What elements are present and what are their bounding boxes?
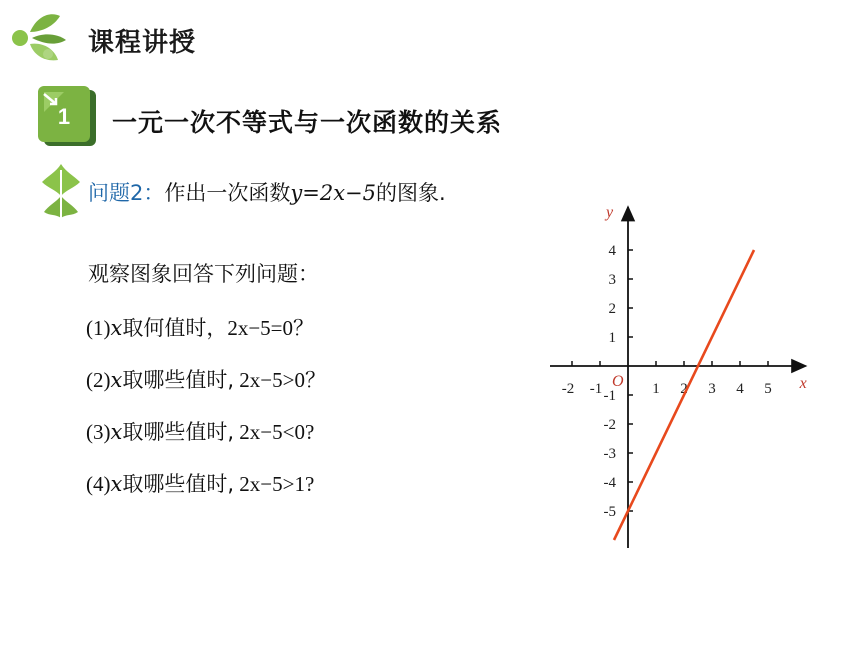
- y-tick-label: 2: [608, 301, 616, 317]
- header-title: 课程讲授: [88, 28, 197, 58]
- x-tick-label: -2: [561, 381, 575, 397]
- y-tick-label: 4: [608, 243, 616, 259]
- y-tick-label: -2: [603, 417, 616, 433]
- y-tick-label: -1: [603, 388, 616, 404]
- leaf-logo-icon: [8, 10, 70, 66]
- item-text: 取哪些值时,: [122, 472, 235, 496]
- question-item-4: [86, 468, 314, 498]
- item-number: (1): [86, 316, 111, 340]
- item-variable: x: [110, 420, 123, 444]
- x-axis-label: x: [799, 375, 807, 392]
- x-tick-label: 3: [708, 381, 716, 397]
- item-expression: 2x−5>0？: [234, 368, 326, 392]
- item-variable: x: [110, 368, 123, 392]
- y-tick-label: 3: [608, 272, 616, 288]
- section-title: 一元一次不等式与一次函数的关系: [112, 108, 503, 137]
- item-text: 取哪些值时,: [122, 420, 235, 444]
- item-expression: 2x−5=0？: [227, 316, 315, 340]
- function-line: [614, 250, 754, 540]
- item-number: (2): [86, 368, 111, 392]
- y-tick-label: 1: [608, 330, 616, 346]
- x-tick-label: 2: [680, 381, 688, 397]
- question-text-suffix: 的图象.: [376, 181, 446, 205]
- x-tick-label: 5: [764, 381, 772, 397]
- y-tick-label: -4: [603, 475, 616, 491]
- question-item-3: [86, 416, 314, 446]
- item-expression: 2x−5>1?: [234, 472, 315, 496]
- y-axis-label: y: [606, 205, 614, 221]
- item-text: 取何值时，: [122, 316, 228, 340]
- origin-label: O: [612, 373, 624, 390]
- y-tick-label: -5: [603, 504, 616, 520]
- x-tick-label: 1: [652, 381, 660, 397]
- function-expression: y=2x−5: [290, 181, 376, 205]
- question-item-1: [86, 312, 314, 342]
- prompt-text: 观察图象回答下列问题：: [88, 262, 319, 286]
- section-number-badge: [30, 82, 98, 148]
- item-number: (3): [86, 420, 111, 444]
- question-text-prefix: 作出一次函数: [164, 181, 291, 205]
- x-tick-label: -1: [589, 381, 603, 397]
- question-label: 问题2：: [88, 181, 165, 205]
- item-text: 取哪些值时,: [122, 368, 235, 392]
- item-variable: x: [110, 316, 123, 340]
- question-item-2: [86, 364, 326, 394]
- item-number: (4): [86, 472, 111, 496]
- section-number: 1: [57, 104, 71, 129]
- y-tick-label: -3: [603, 446, 616, 462]
- question-line: [88, 177, 446, 207]
- item-variable: x: [110, 472, 123, 496]
- sprout-icon: [40, 162, 82, 220]
- function-graph: [530, 205, 830, 550]
- x-tick-label: 4: [736, 381, 744, 397]
- item-expression: 2x−5<0?: [234, 420, 315, 444]
